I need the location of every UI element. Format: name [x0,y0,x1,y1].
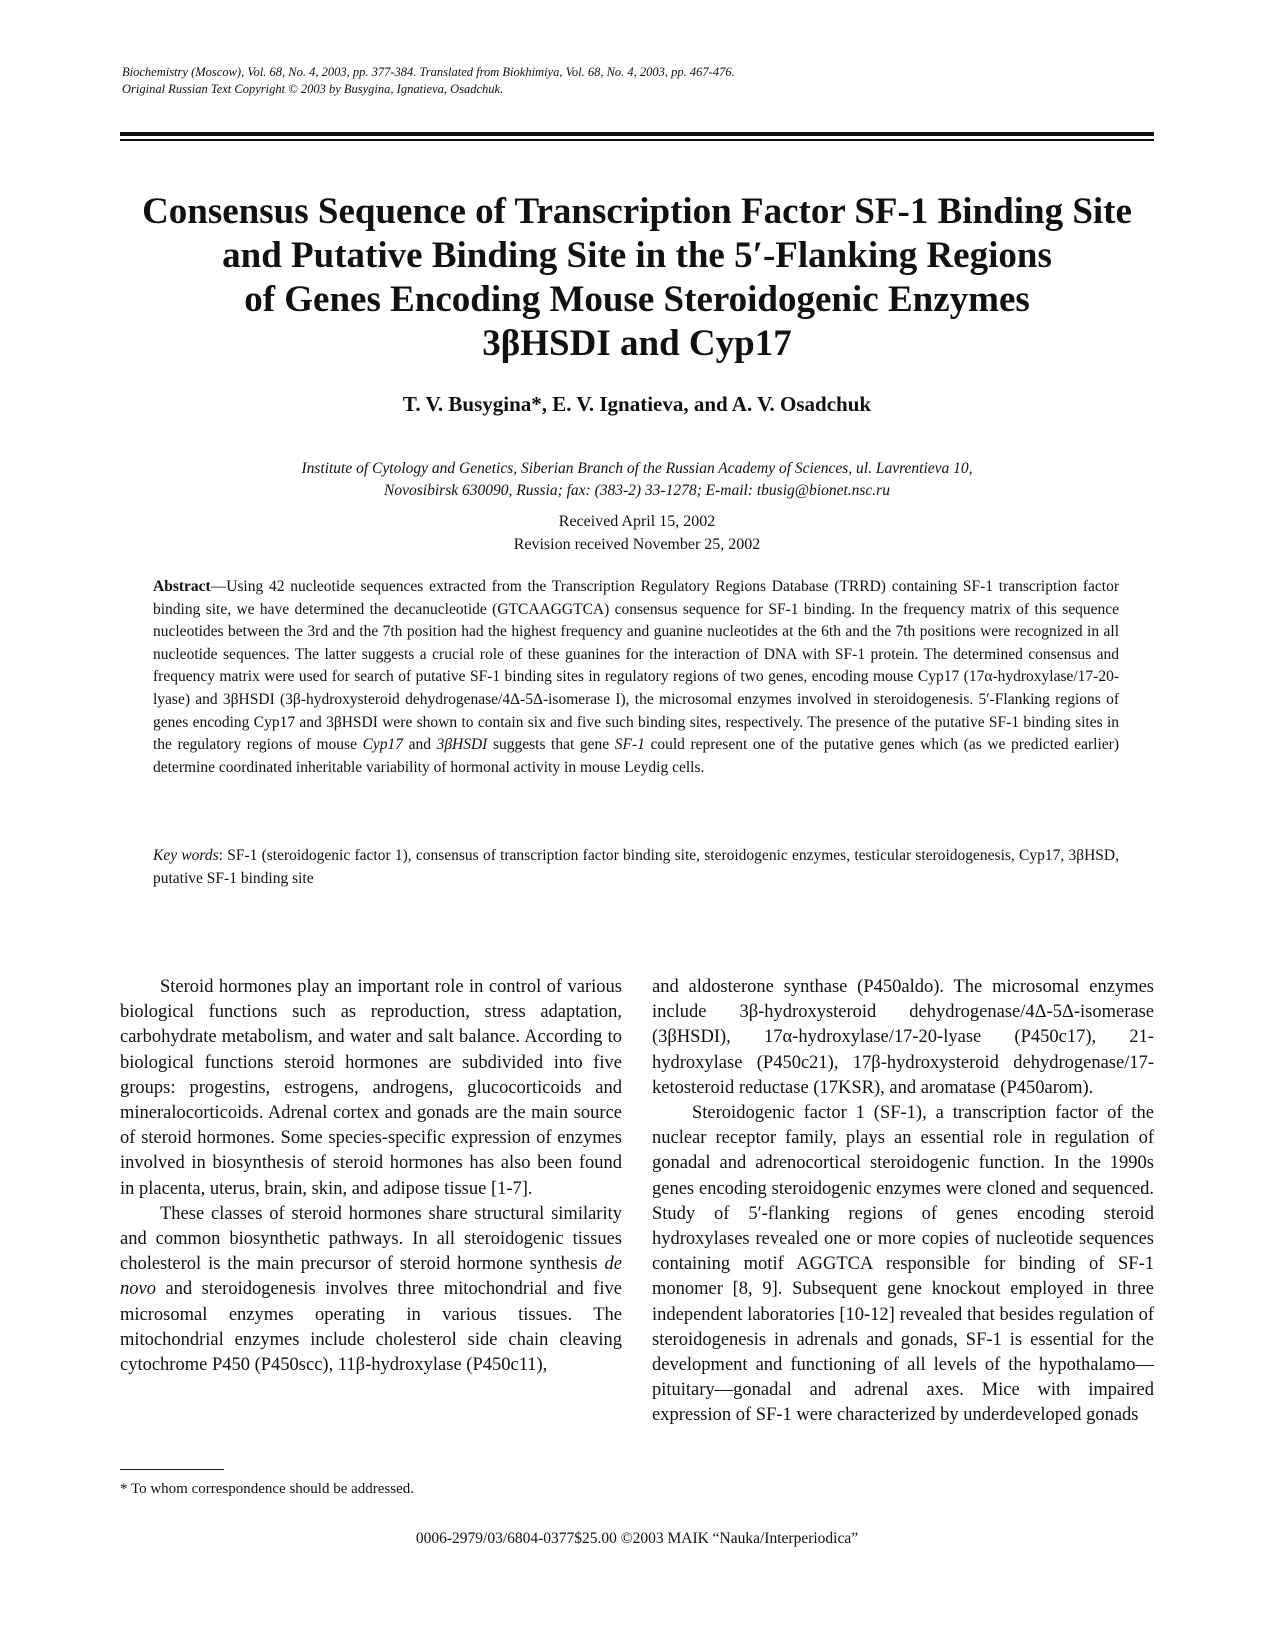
affiliation-line: Institute of Cytology and Genetics, Siberian Branch of the Russian Academy of Sciences, ul. Lavrentieva 10, [301,460,973,477]
abstract-text: could represent one of the putative genes which (as we predicted earlier) determine coordinated inheritable variability of hormonal activity in mouse Leydig cells. [153,736,1119,776]
title-line: of Genes Encoding Mouse Steroidogenic Enzymes [244,279,1030,320]
abstract-gene-name: Cyp17 [362,736,404,754]
dates [120,510,1154,556]
title-line: and Putative Binding Site in the 5′-Flanking Regions [222,235,1052,276]
title-line: Consensus Sequence of Transcription Factor SF-1 Binding Site [142,191,1132,232]
body-paragraph: and aldosterone synthase (P450aldo). The microsomal enzymes include 3β-hydroxysteroid dehydrogenase/4Δ-5Δ-isomerase (3βHSDI), 17α-hydroxylase/17-20-lyase (P450c17), 21-hydroxylase (P450c21), 17β-hydroxysteroid dehydrogenase/17-ketosteroid reductase (17KSR), and aromatase (P450arom). [652,977,1154,1098]
journal-header [122,64,1152,98]
abstract-text: and [403,736,437,754]
abstract-gene-name: 3βHSDI [436,736,488,754]
keywords-text: : SF-1 (steroidogenic factor 1), consensus of transcription factor binding site, steroidogenic enzymes, testicular steroidogenesis, Cyp17, 3βHSD, putative SF-1 binding site [153,847,1119,887]
affiliation [120,458,1154,502]
abstract [153,576,1119,779]
header-rule-thin [120,139,1154,141]
page-footer: 0006-2979/03/6804-0377$25.00 ©2003 MAIK “Nauka/Interperiodica” [415,1530,859,1547]
abstract-gene-name: SF-1 [614,736,645,754]
article-title [120,190,1154,366]
body-paragraph: Steroid hormones play an important role in control of various biological functions such as reproduction, stress adaptation, carbohydrate metabolism, and water and salt balance. According to biological functions steroid hormones are subdivided into five groups: progestins, estrogens, androgens, glucocorticoids and mineralocorticoids. Adrenal cortex and gonads are the main source of steroid hormones. Some species-specific expression of enzymes involved in biosynthesis of steroid hormones has also been found in placenta, uterus, brain, skin, and adipose tissue [1-7]. [120,977,622,1199]
footnote: * To whom correspondence should be addressed. [120,1481,415,1497]
abstract-text: suggests that gene [487,736,615,754]
body-text: These classes of steroid hormones share structural similarity and common biosynthetic pathways. In all steroidogenic tissues cholesterol is the main precursor of steroid hormone synthesis [120,1203,622,1275]
body-column-left [120,975,622,1378]
affiliation-line: Novosibirsk 630090, Russia; fax: (383-2) 33-1278; E-mail: tbusig@bionet.nsc.ru [384,482,890,499]
journal-citation: Biochemistry (Moscow), Vol. 68, No. 4, 2003, pp. 377-384. Translated from Biokhimiya, Vol. 68, No. 4, 2003, pp. 467-476. [122,65,735,79]
footnote-rule [120,1469,224,1470]
received-date: Received April 15, 2002 [558,513,716,530]
copyright-line: Original Russian Text Copyright © 2003 by Busygina, Ignatieva, Osadchuk. [122,82,504,96]
keywords-label: Key words [153,847,219,864]
body-column-right [652,975,1154,1429]
header-rule-thick [120,132,1154,136]
body-text: and steroidogenesis involves three mitochondrial and five microsomal enzymes operating in various tissues. The mitochondrial enzymes include cholesterol side chain cleaving cytochrome P450 (P450scc), 11β-hydroxylase (P450c11), [120,1279,622,1376]
body-paragraph [120,1202,622,1378]
abstract-label: Abstract [153,578,211,595]
body-emphasis: de novo [120,1254,622,1300]
body-paragraph: Steroidogenic factor 1 (SF-1), a transcription factor of the nuclear receptor family, plays an essential role in regulation of gonadal and adrenocortical steroidogenic function. In the 1990s genes encoding steroidogenic enzymes were cloned and sequenced. Study of 5′-flanking regions of genes encoding steroid hydroxylases revealed one or more copies of nucleotide sequences containing motif AGGTCA responsible for binding of SF-1 monomer [8, 9]. Subsequent gene knockout employed in three independent laboratories [10-12] revealed that besides regulation of steroidogenesis in adrenals and gonads, SF-1 is essential for the development and functioning of all levels of the hypothalamo—pituitary—gonadal and adrenal axes. Mice with impaired expression of SF-1 were characterized by underdeveloped gonads [652,1103,1154,1426]
keywords [153,845,1119,890]
title-line: 3βHSDI and Cyp17 [482,323,792,364]
abstract-text: —Using 42 nucleotide sequences extracted from the Transcription Regulatory Regions Database (TRRD) containing SF-1 transcription factor binding site, we have determined the decanucleotide (GTCAAGGTCA) consensus sequence for SF-1 binding. In the frequency matrix of this sequence nucleotides between the 3rd and the 7th position had the highest frequency and guanine nucleotides at the 6th and the 7th positions were recognized in all nucleotide sequences. The latter suggests a crucial role of these guanines for the interaction of DNA with SF-1 protein. The determined consensus and frequency matrix were used for search of putative SF-1 binding sites in regulatory regions of two genes, encoding mouse Cyp17 (17α-hydroxylase/17-20-lyase) and 3βHSDI (3β-hydroxysteroid dehydrogenase/4Δ-5Δ-isomerase I), the microsomal enzymes involved in steroidogenesis. 5′-Flanking regions of genes encoding Cyp17 and 3βHSDI were shown to contain six and five such binding sites, respectively. The presence of the putative SF-1 binding sites in the regulatory regions of mouse [153,578,1119,754]
revised-date: Revision received November 25, 2002 [513,536,761,553]
author-list: T. V. Busygina*, E. V. Ignatieva, and A. V. Osadchuk [402,392,872,416]
